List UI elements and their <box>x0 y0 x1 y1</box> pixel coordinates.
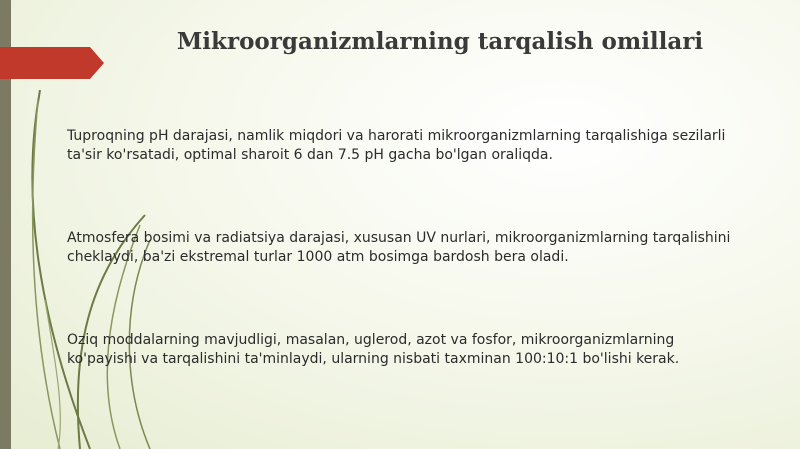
paragraph-atmosfera: Atmosfera bosimi va radiatsiya darajasi, xususan UV nurlari, mikroorganizmlarning tarqalishini cheklaydi, ba'zi ekstremal turlar 1000 atm bosimga bardosh bera oladi. <box>67 230 731 265</box>
title-arrow-shape <box>0 47 104 79</box>
paragraph-oziq-moddalar: Oziq moddalarning mavjudligi, masalan, uglerod, azot va fosfor, mikroorganizmlarning ko'payishi va tarqalishini ta'minlaydi, ularning nisbati taxminan 100:10:1 bo'lishi kerak. <box>67 332 680 367</box>
paragraph-ph-namlik: Tuproqning pH darajasi, namlik miqdori va harorati mikroorganizmlarning tarqalishiga sezilarli ta'sir ko'rsatadi, optimal sharoit 6 dan 7.5 pH gacha bo'lgan oraliqda. <box>67 128 726 163</box>
slide-title: Mikroorganizmlarning tarqalish omillari <box>176 28 704 55</box>
